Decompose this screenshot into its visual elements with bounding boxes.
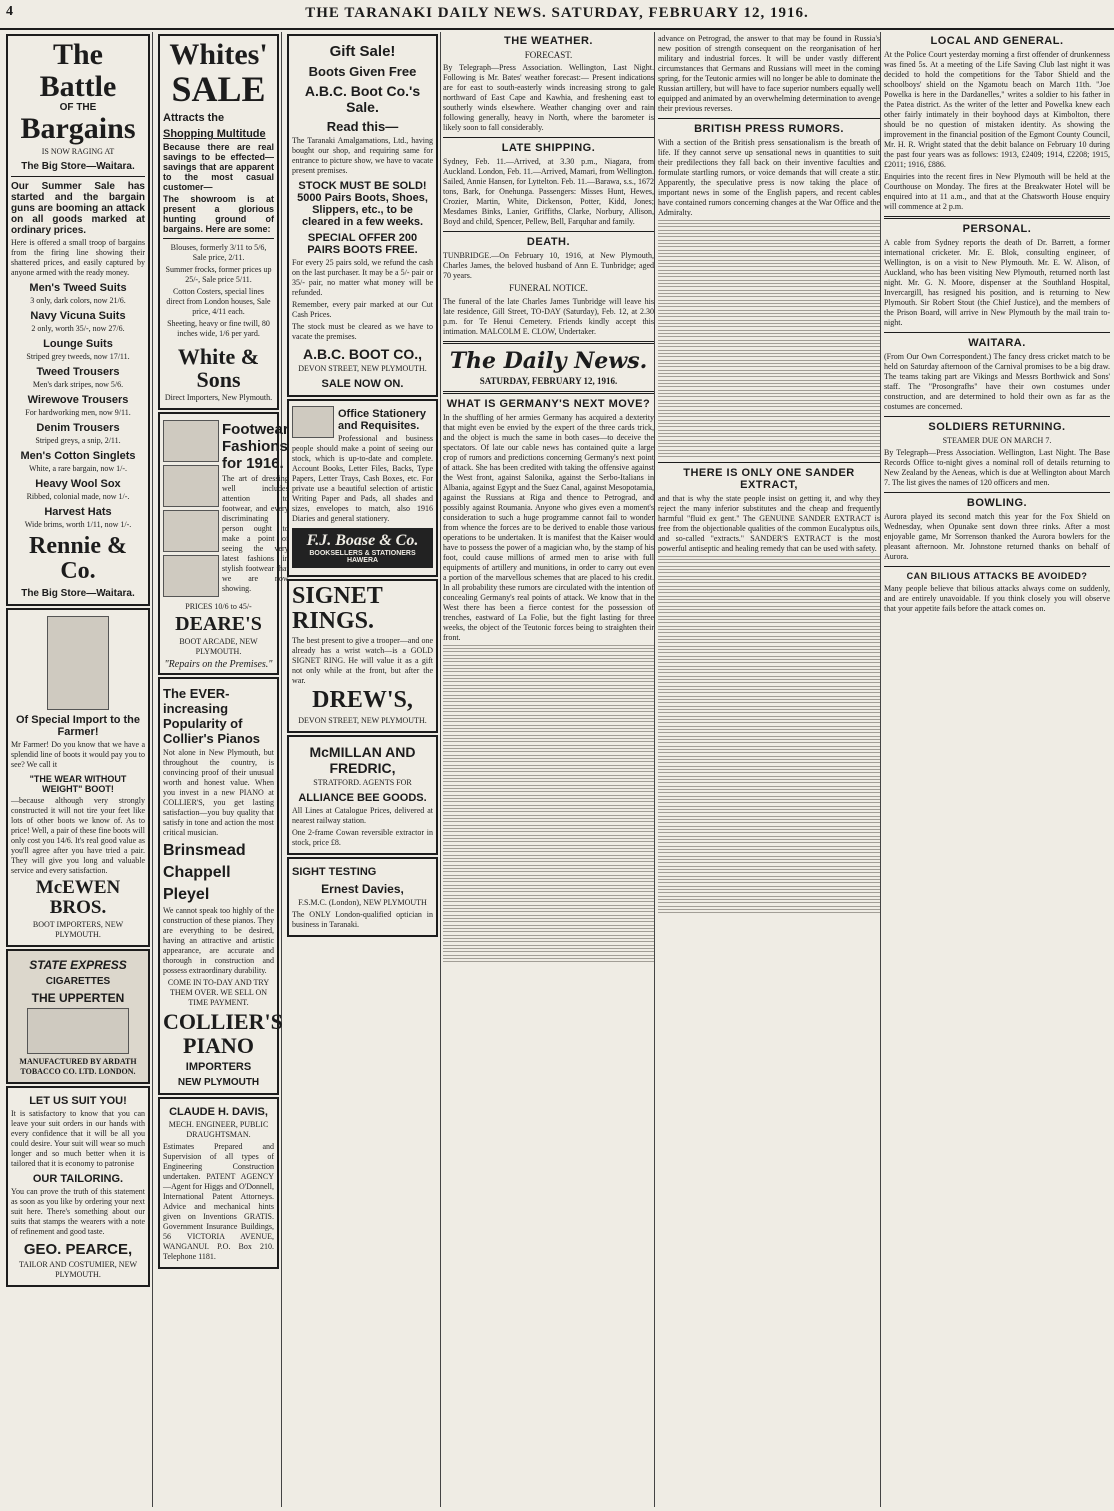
sander-text: and that is why the state people insist on getting it, and why they reject the many inferior substitutes and the cheap and frequently harmful "fluid ex gent." The GENUINE SANDER EXTRACT is free from the objectionable qualities of the common Eucalyptus oils, and so-called "extracts." SANDER'S EXTRACT is the most powerful antiseptic and healing remedy that can be used with safety. [658,494,880,553]
boot-text: —because although very strongly constructed it will not tire your feet like lots of other boots we know of. As to price! Well, a pair of these fine boots will only cost you 14/6. It's real good value as you'll agree after you have tried a pair. They will give you long and valuable service and every satisfaction. [11,795,145,875]
sale-now-on: SALE NOW ON. [321,378,404,390]
waitara-text: (From Our Own Correspondent.) The fancy dress cricket match to be held on Saturday afternoon of the Carnival promises to be a big draw. The teams taking part are Vikings and Messrs Borthwick and Sons' staff. The "Prosongrafhs" have their own costumes under construction, and are determined to hold their own as far as the costumes are concerned. [884,352,1110,411]
chappell: Chappell [163,864,231,882]
pearce-advert [6,1086,150,1287]
sander-heading: THERE IS ONLY ONE SANDER EXTRACT, [683,467,855,491]
bargain-item-desc: Striped greys, a snip, 2/11. [35,435,121,445]
office-heading: Office Stationery and Requisites. [338,408,427,432]
brinsmead: Brinsmead [163,842,246,860]
cigarette-maker: MANUFACTURED BY ARDATH TOBACCO CO. LTD. LONDON. [19,1056,137,1076]
pleyel: Pleyel [163,886,210,904]
mcewen-sub: BOOT IMPORTERS, NEW PLYMOUTH. [32,919,124,939]
steamer-line: STEAMER DUE ON MARCH 7. [942,436,1052,445]
bargain-item-name: Denim Trousers [36,421,120,434]
footwear-text: The art of dressing well includes attention to footwear, and every discriminating person ought to make a point of seeing the very latest fashions in stylish footwear that we are now showing. [222,474,289,594]
offer-text: For every 25 pairs sold, we refund the cash on the last purchaser. It may be a 5/- pair or 35/- pair, no matter what money will be refunded. [292,258,433,297]
bargain-item-desc: White, a rare bargain, now 1/-. [28,463,128,473]
store-line: The Big Store—Waitara. [21,160,135,172]
bargain-item-name: Harvest Hats [44,505,112,518]
shopping-line: Shopping Multitude [163,128,266,141]
bargain-item-name: Lounge Suits [43,337,113,350]
bowling-heading: BOWLING. [966,497,1028,509]
shipping-heading: LATE SHIPPING. [501,142,596,155]
davis-sub: MECH. ENGINEER, PUBLIC DRAUGHTSMAN. [168,1119,269,1139]
british-press-heading: BRITISH PRESS RUMORS. [694,123,844,135]
bargain-item-name: Heavy Wool Sox [35,477,121,490]
davies-advert [287,857,438,937]
rennie-sub: The Big Store—Waitara. [21,587,135,599]
cigarette-brand: STATE EXPRESS [29,957,127,972]
column-6 [884,32,1110,1507]
piano-text: We cannot speak too highly of the construction of these pianos. They are everything to be desired, having an attractive and artistic appearance, are accurate and thorough in construction and possess extraordinary durability. [163,906,274,976]
issue-date: SATURDAY, FEBRUARY 12, 1916. [479,375,618,386]
drews-advert [287,579,438,733]
abc-advert [287,34,438,397]
funeral-heading: FUNERAL NOTICE. [509,283,588,294]
battle-heading: The Battle [39,38,117,103]
np-word: NEW PLYMOUTH [177,1076,260,1088]
pen-icon [292,406,334,438]
local-heading: LOCAL AND GENERAL. [930,35,1064,47]
davis-text: Estimates Prepared and Supervision of all types of Engineering Construction undertaken. PATENT AGENCY—Agent for Higgs and O'Donnell, International Patent Attorneys. Advice and mechanical hints given on Inventions GRATIS. Government Insurance Buildings, 56 VICTORIA AVENUE, WANGANUI. P.O. Box 210. Telephone 1181. [163,1141,274,1261]
remember-text: Remember, every pair marked at our Cut Cash Prices. [292,300,433,319]
abc-heading: A.B.C. Boot Co.'s Sale. [304,83,421,115]
bargain-item-desc: Striped grey tweeds, now 17/11. [26,351,130,361]
shoe-illustration [163,510,219,552]
bargain-item-name: Men's Cotton Singlets [20,449,136,462]
bargain-item-desc: Ribbed, colonial made, now 1/-. [26,491,130,501]
sale-note: Here is offered a small troop of bargains from the firing line showing their shattered prices, and easily captured by anyone armed with the ready money. [11,237,145,277]
davies-text: The ONLY London-qualified optician in business in Taranaki. [292,909,433,929]
abc-address: DEVON STREET, NEW PLYMOUTH. [298,364,427,373]
suit-heading: LET US SUIT YOU! [29,1094,127,1107]
deares-repairs: "Repairs on the Premises." [164,659,273,671]
mcmillan-name: McMILLAN AND FREDRIC, [309,743,416,776]
shoe-illustrations [163,417,219,600]
ever-heading: The EVER-increasing Popularity of Collier's Pianos [163,686,261,747]
whites-advert [158,34,279,410]
importers-word: IMPORTERS [185,1060,252,1073]
cigarette-line2: THE UPPERTEN [31,990,125,1005]
bargain-item-desc: 3 only, dark colors, now 21/6. [30,295,126,305]
bargain-item-name: Navy Vicuna Suits [30,309,126,322]
bargain-item-desc: Wide brims, worth 1/11, now 1/-. [24,519,132,529]
of-the: OF THE [59,102,97,113]
gift-sale: Gift Sale! [329,43,396,60]
boase-banner [292,528,433,568]
boase-name: F.J. Boase & Co. [306,532,419,549]
deares-name: DEARE'S [175,613,262,636]
bargain-item-desc: Men's dark stripes, now 5/6. [32,379,124,389]
sight-testing: SIGHT TESTING [292,865,377,878]
boase-advert [287,399,438,577]
raging-line: IS NOW RAGING AT [41,146,115,156]
colliers-name: COLLIER'S [163,1009,283,1035]
bargain-item-desc: For hardworking men, now 9/11. [25,407,131,417]
whites-item: Blouses, formerly 3/11 to 5/6, Sale price, 2/11. [170,243,267,263]
whites-body: Because there are real savings to be effected—savings that are apparent to the most casual customer— [163,142,274,193]
column-1 [4,32,153,1507]
death-heading: DEATH. [526,236,571,249]
bargains-heading: Bargains [20,112,136,145]
deares-advert [158,412,289,675]
boot-name: "THE WEAR WITHOUT WEIGHT" BOOT! [29,773,127,794]
pearce-name: GEO. PEARCE, [23,1240,133,1258]
cigarette-line1: CIGARETTES [45,975,111,987]
farmer-boot-illustration [47,616,109,710]
footwear-prices: PRICES 10/6 to 45/- [185,602,252,612]
whites-name: Whites' [169,38,268,71]
davies-name: Ernest Davies, [321,881,404,896]
personal-heading: PERSONAL. [962,223,1032,235]
stock-notice: STOCK MUST BE SOLD! 5000 Pairs Boots, Shoes, Slippers, etc., to be cleared in a few weeks. [297,180,428,228]
whites-showroom: The showroom is at present a glorious hunting ground of bargains. Here are some: [163,194,274,235]
leader-continued: advance on Petrograd, the answer to that may be found in Russia's new position of strength consequent on the reorganisation of her military and industrial forces. It will be under vastly different circumstances that Germans and Russians will meet in the coming spring, for the Teutonic armies will no longer be able to dominate the Russian artillery, but will have to face superior numbers equally well equipped and animated by an overwhelming determination to avenge their previous reverses. [658,34,880,113]
alliance-heading: ALLIANCE BEE GOODS. [298,791,427,804]
footwear-heading: Footwear Fashions for 1916. [222,421,289,473]
leader-heading: WHAT IS GERMANY'S NEXT MOVE? [446,397,651,410]
drews-name: DREW'S, [312,687,413,714]
waitara-heading: WAITARA. [968,337,1026,349]
cigarette-pack-illustration [27,1008,129,1054]
sale-intro: Our Summer Sale has started and the bargain guns are booming an attack on all goods marked at ordinary prices. [11,180,145,236]
suit-text: It is satisfactory to know that you can leave your suit orders in our hands with every confidence that it will be all you could desire. Your suit will wear so much longer and so much better when it is tailored that it is economy to patronise [11,1108,145,1168]
white-sons-sub: Direct Importers, New Plymouth. [164,393,273,403]
page-number: 4 [6,4,13,19]
abc-name: A.B.C. BOOT CO., [303,346,422,362]
ever-text: Not alone in New Plymouth, but throughout the country, is convincing proof of their unusual worth and honest value. When you invest in a new PIANO at COLLIER'S, you get lasting satisfaction—you buy quality that satisfy in tone and action the most critical musician. [163,748,274,838]
masthead [0,0,1114,30]
personal-text: A cable from Sydney reports the death of Dr. Barrett, a former international cricketer. Mr. E. Blok, consulting engineer, of Wellington, is on a visit to New Plymouth. Mr. E. W. Alison, of Auckland, who has been visiting New Plymouth, returned north last night. Mr. G. N. Moore, dispenser at the Southland Hospital, Invercargill, has resigned his position, and is returning to New Plymouth. Sir Robert Stout (the Chief Justice), and the members of the Prison Board, will arrive in New Plymouth by the mail train to-night. [884,238,1110,327]
newspaper-title: THE TARANAKI DAILY NEWS. SATURDAY, FEBRUARY 12, 1916. [305,5,809,21]
whites-item: Summer frocks, former prices up 25/-, Sale price 5/11. [165,265,272,285]
shoe-illustration [163,420,219,462]
stock-text: The stock must be cleared as we have to vacate the premises. [292,322,433,341]
column-4 [443,32,655,1507]
colliers-advert [158,677,283,1094]
drews-address: DEVON STREET, NEW PLYMOUTH. [298,715,427,725]
mcewen-name: McEWEN BROS. [35,876,121,918]
sale-heading: SALE [171,68,266,109]
bargain-list [11,282,145,530]
boots-free: Boots Given Free [308,64,417,79]
alliance-text2: One 2-frame Cowan reversible extractor in stock, price £8. [292,827,433,847]
column-3 [285,32,441,1507]
bilious-text: Many people believe that bilious attacks always come on suddenly, and are entirely unavoidable. If you think closely you will observe that your appetite fails before the attack comes on. [884,584,1110,613]
tailoring-heading: OUR TAILORING. [32,1172,124,1185]
death-text: TUNBRIDGE.—On February 10, 1916, at New Plymouth, Charles James, the beloved husband of Ann E. Tunbridge; aged 70 years. [443,251,654,281]
tailoring-text: You can prove the truth of this statement as soon as you like by ordering your next suit here. There's something about our suits that stamps the wearers with a note of refinement and good taste. [11,1186,145,1236]
import-text: Mr Farmer! Do you know that we have a splendid line of boots it would pay you to see? We call it [11,739,145,769]
deares-sub: BOOT ARCADE, NEW PLYMOUTH. [179,637,258,657]
davies-sub: F.S.M.C. (London), NEW PLYMOUTH [298,897,427,907]
signet-text: The best present to give a trooper—and one already has a wrist watch—is a GOLD SIGNET RING. He will value it as a gift not only while at the front, but after the war. [292,636,433,686]
forecast-heading: FORECAST. [524,50,573,60]
read-this: Read this— [326,119,399,134]
daily-news-nameplate: The Daily News. [449,347,648,374]
rennie-advert [6,34,150,606]
white-sons-name: White & Sons [177,344,260,393]
column-5 [658,32,881,1507]
local-text: At the Police Court yesterday morning a first offender of drunkenness was fined 5s. At a meeting of the Life Saving Club last night it was decided to hold the competitions for the Tabor Shield and the schoolboys' shield on the Ngamotu beach on March 11th. "Joe Powelka is here in the Dardanelles," writes a soldier to his father in the Patea district. As the writer of the letter and Powelka knew each other fairly intimately in their boyhood days at Kimbolton, there should be no question of mistaken identity. As showing the improvement in the financial position of the Egmont County Council, Mr. H. R. Wright stated that the debit balance on February 10 during the past four years was as follows: 1913, £2409; 1914, £2208; 1915, £2011; 1916, £886. [884,50,1110,169]
special-offer: SPECIAL OFFER 200 PAIRS BOOTS FREE. [307,232,418,256]
piano-word: PIANO [183,1032,254,1058]
davis-name: CLAUDE H. DAVIS, [169,1105,268,1118]
read-text: The Taranaki Amalgamations, Ltd., having bought our shop, and requiring same for entrance to picture show, we have to vacate present premises. [292,136,433,175]
pearce-sub: TAILOR AND COSTUMIER, NEW PLYMOUTH. [18,1259,138,1279]
whites-item: Cotton Costers, special lines direct from London houses, Sale price, 4/11 each. [166,287,271,317]
mcmillan-advert [287,735,438,855]
soldiers-heading: SOLDIERS RETURNING. [928,421,1066,433]
shoe-illustration [163,465,219,507]
forecast-text: By Telegraph—Press Association. Wellington, Last Night. Following is Mr. Bates' weather forecast:— Present indications are for east to south-easterly winds increasing strong to gale northward of East Cape and Kawhia, and freshening east to southerly winds elsewhere. Weather changing over and rain following generally, heavy in North, where the barometer is likely soon to fall considerably. [443,63,654,133]
come-in: COME IN TO-DAY AND TRY THEM OVER. WE SELL ON TIME PAYMENT. [167,978,270,1008]
office-text: Professional and business people should make a point of seeing our stock, which is up-to-date and complete. Account Books, Letter Files, Backs, Type Papers, Letter Trays, Cash Boxes, etc. For private use a beautiful selection of artistic Writing Paper and Pads, all shades and sizes, envelopes to match, also 1916 Diaries and general stationery. [292,434,433,523]
shoe-illustration [163,555,219,597]
mcmillan-sub: STRATFORD. AGENTS FOR [313,777,412,787]
attracts-line: Attracts the [163,112,225,125]
bargain-item-desc: 2 only, worth 35/-, now 27/6. [31,323,125,333]
signet-heading: SIGNET RINGS. [292,583,383,635]
import-heading: Of Special Import to the Farmer! [15,713,141,738]
leader-text: In the shuffling of her armies Germany has acquired a dexterity that might even be envied by the expert of the three cards trick, and the object is much the same in both cases—to deceive the spectators. Of late our cable news has contained quite a large crop of rumors and predictions concerning Germany's next point of attack. She has been credited with taking the offensive against the West front, against Salonika, against the Serbo-Italians in Albania, against Egypt and the Suez Canal, against Mesopotamia, against the Russians at Riga and thence to Petrograd, and possibly against Roumania. Anyone who gives even a moment's consideration to such a huge programme cannot fail to wonder from whence the forces are to be derived to enable those various operations to be undertaken. It is manifest that the Kaiser would have to possess the power of a magician who, by the stamp of his foot, could cause millions of armed men to arise with full equipments of artillery and munitions, in order to carry out even a portion of the marvellous schemes that are placed to his credit. In all probability these rumors are circulated with the intention of concealing Germany's real points of attack. We know that in the West there has been a fierce contest for the possession of trenches, eastward of La Folie, but the fight lasting for three weeks, the object of the Teutonic forces being to straighten their front. [443,412,654,642]
local-continued: Enquiries into the recent fires in New Plymouth will be held at the Courthouse on Monday. The fires at the Breakwater Hotel will be enquired into at 11 a.m., and that at the Chatsworth House enquiry will commence at 2 p.m. [884,172,1110,211]
boase-sub: BOOKSELLERS & STATIONERS HAWERA [309,550,416,564]
rennie-name: Rennie & Co. [29,532,127,584]
funeral-text: The funeral of the late Charles James Tunbridge will leave his late residence, Gill Street, TO-DAY (Saturday), Feb. 12, at 2.30 p.m. for Te Henui Cemetery. Friends kindly accept this intimation. MALCOLM E. CLOW, Undertaker. [443,296,654,336]
soldiers-text: By Telegraph—Press Association. Wellington, Last Night. The Base Records Office to-night gives a nominal roll of details returning to New Zealand by the Aeneas, which is due at Wellington about March 7. The list gives the names of 120 officers and men. [884,448,1110,487]
weather-heading: THE WEATHER. [504,35,593,47]
bowling-text: Aurora played its second match this year for the Fox Shield on Wednesday, when Opunake sent down three rinks. After a most enjoyable game, Mr Sorrenson thanked the Aurora bowlers for the pleasant afternoon. Mr. Johnstone returned thanks on behalf of Aurora. [884,512,1110,561]
cigarette-advert [6,949,150,1084]
bargain-item-name: Tweed Trousers [36,365,120,378]
davis-advert [158,1097,279,1269]
mcewen-advert [6,608,150,947]
bargain-item-name: Wirewove Trousers [27,393,129,406]
shipping-text: Sydney, Feb. 11.—Arrived, at 3.30 p.m., Niagara, from Auckland. London, Feb. 11.—Arrived, Mamari, from Wellington. Sailed, Annie Hansen, for Lyttelton. Feb. 11.—Barawa, s.s., 1672 tons, Bark, for Onehunga. Passengers: Misses Hunt, Hewes, Crozier, Martin, White, Dickenson, Potter, Kidd, Jones; Mesdames Binks, Lanier, Griffiths, Clarke, Norbury, Allison, Boyd and child, Spencer, Pellew, Bell, Farquhar and family. [443,157,654,227]
bilious-heading: CAN BILIOUS ATTACKS BE AVOIDED? [906,571,1088,581]
alliance-text: All Lines at Catalogue Prices, delivered at nearest railway station. [292,805,433,825]
british-press-text: With a section of the British press sensationalism is the breath of life. If they cannot serve up sensational news in quantities to suit their predilections they fall back on their inventive faculties and formulate startling rumors, or voice demands that will create a stir. Apparently, the speculative press is now taking the place of important news in some of the English papers, and recent cables have contained rumors concerning changes at the War Office and the Admiralty. [658,138,880,217]
bargain-item-name: Men's Tweed Suits [29,281,127,294]
column-2 [156,32,289,1507]
whites-item: Sheeting, heavy or fine twill, 80 inches wide, 1/6 per yard. [167,319,270,339]
